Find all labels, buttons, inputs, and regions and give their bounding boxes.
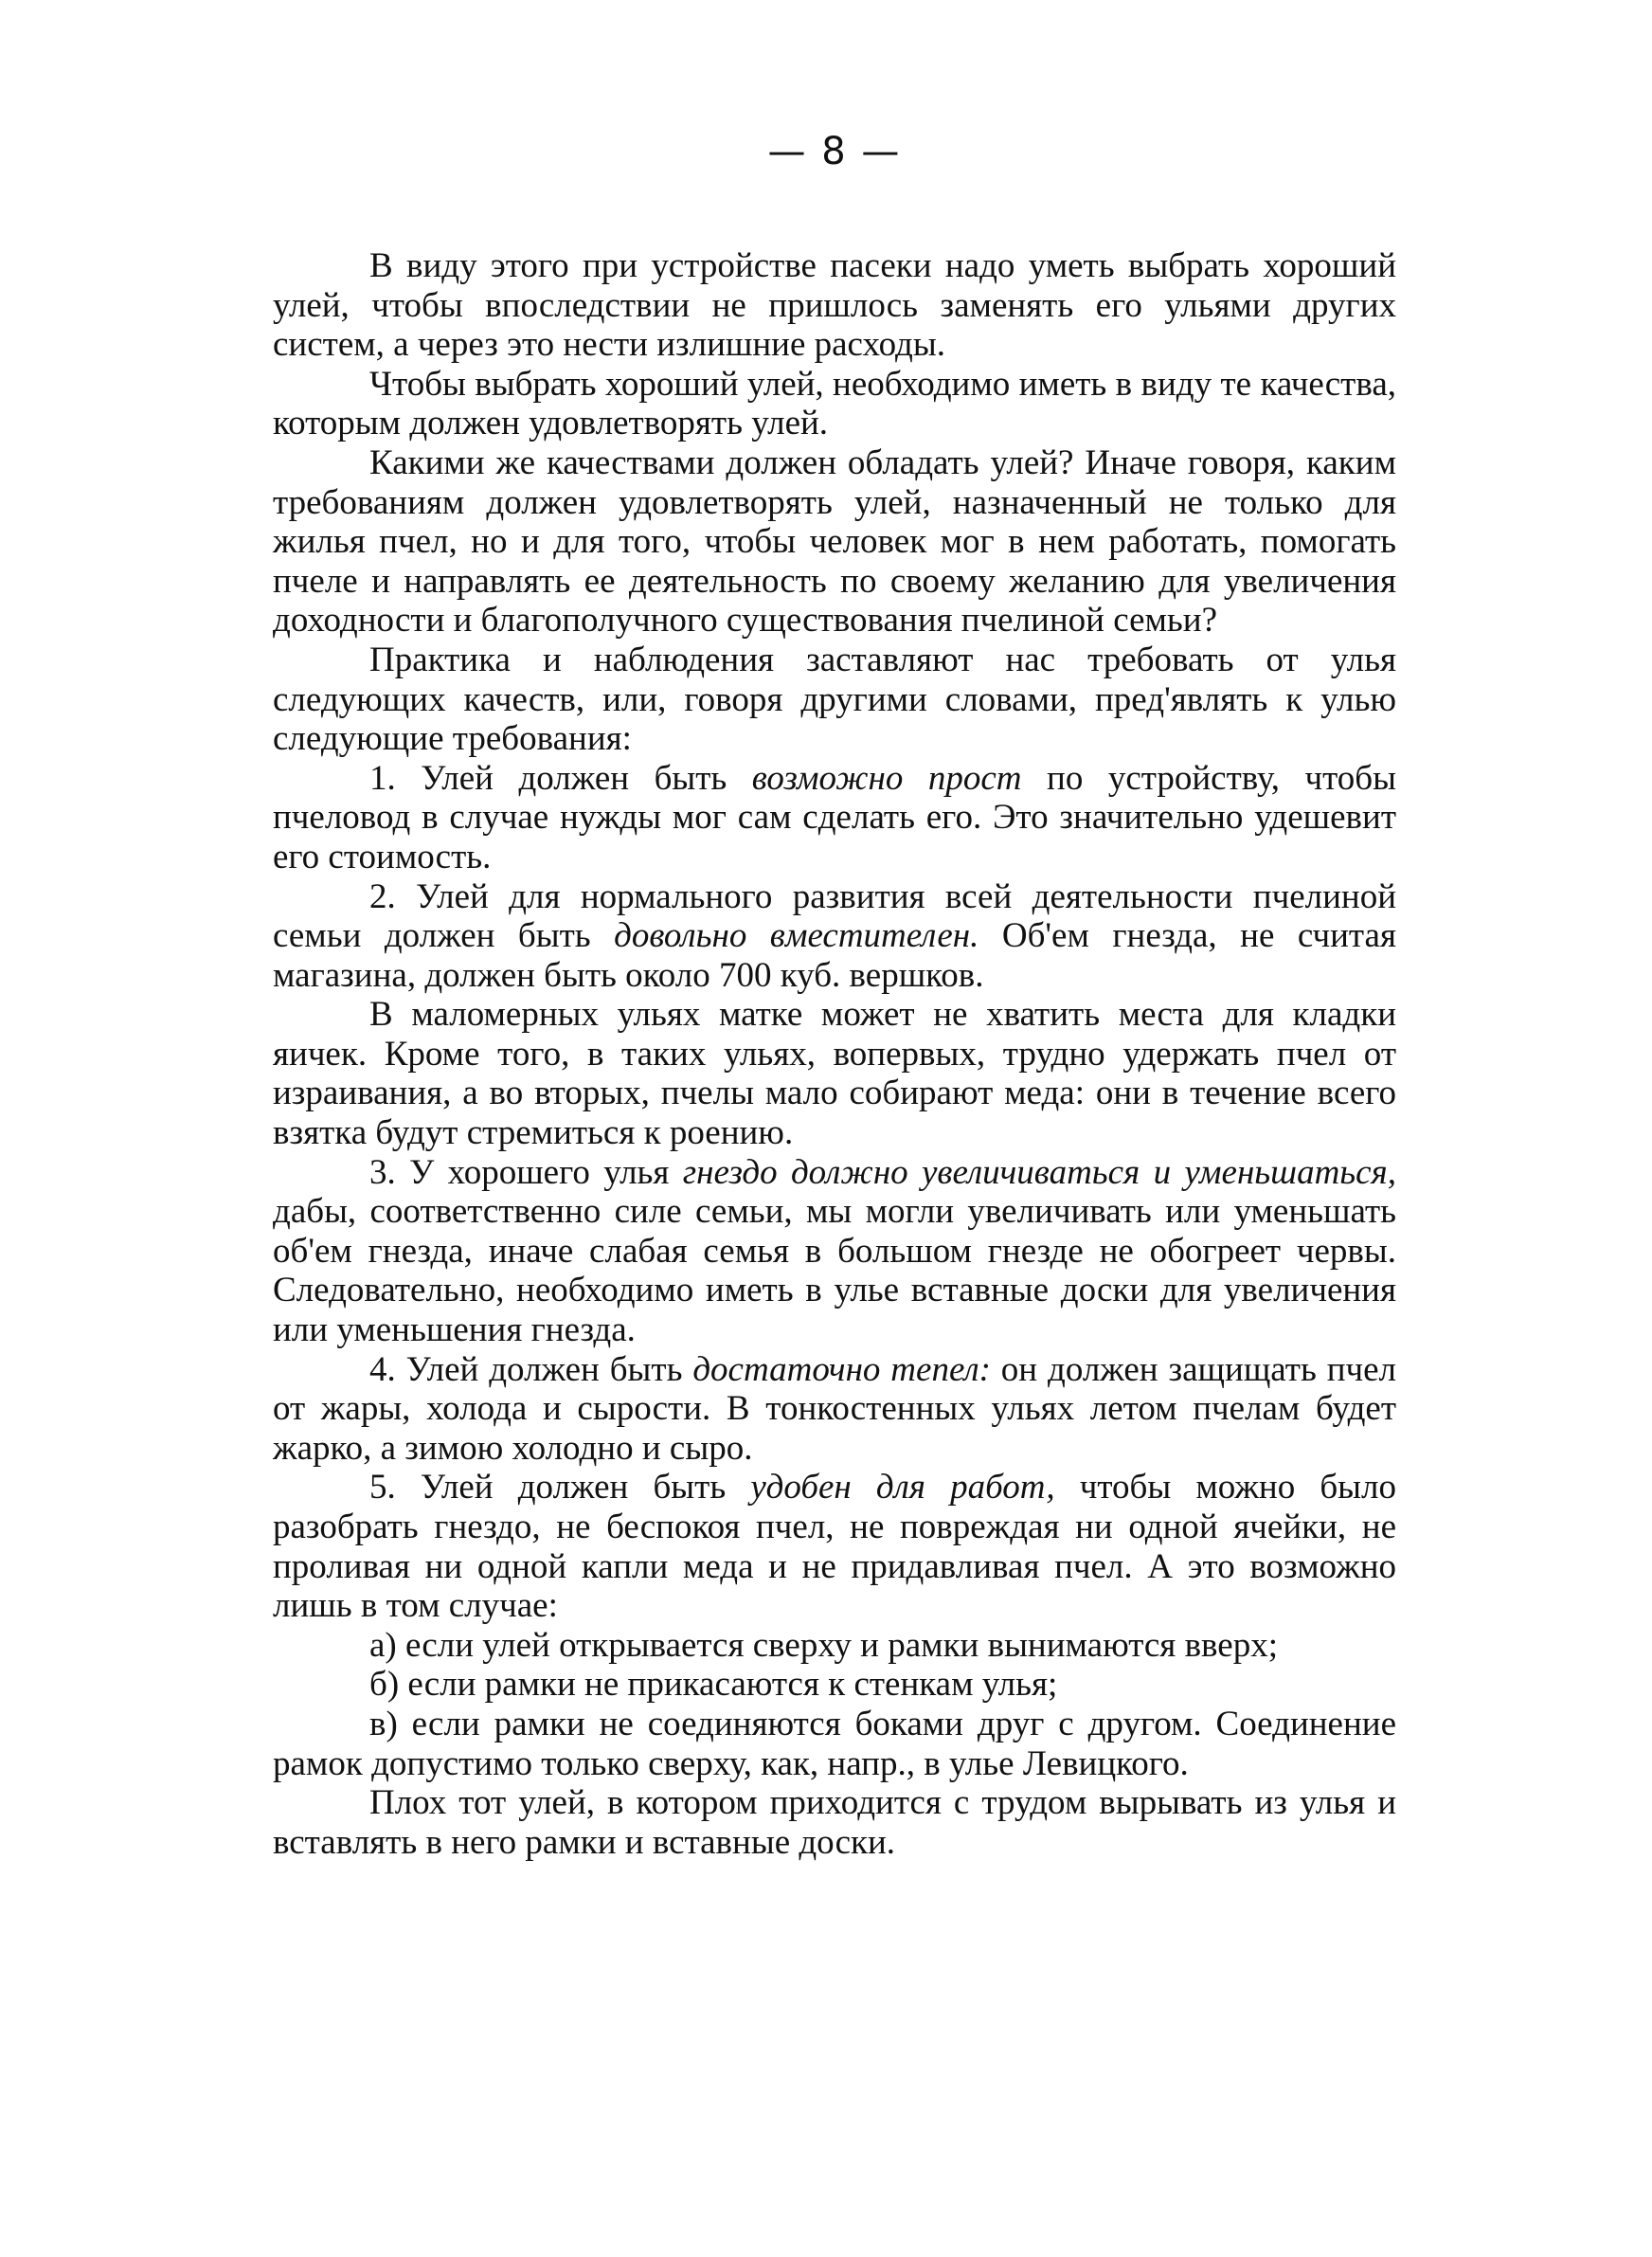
requirement-1-lead: 1. Улей должен быть xyxy=(369,758,752,798)
condition-c: в) если рамки не соединяются боками друг с другом. Соединение рамок допустимо только сверху, как, напр., в улье Левицкого. xyxy=(273,1704,1396,1783)
paragraph-final: Плох тот улей, в котором приходится с трудом вырывать из улья и вставлять в него рамки и вставные доски. xyxy=(273,1783,1396,1862)
paragraph-1: В виду этого при устройстве пасеки надо уметь выбрать хороший улей, чтобы впоследствии не пришлось заменять его ульями других систем, а через это нести излишние расходы. xyxy=(273,246,1396,365)
requirement-1 xyxy=(273,759,1396,877)
condition-b: б) если рамки не прикасаются к стенкам улья; xyxy=(369,1665,1058,1705)
requirement-2 xyxy=(273,877,1396,996)
page-number: — 8 — xyxy=(767,130,902,173)
book-page xyxy=(273,123,1396,1862)
paragraph-4: Практика и наблюдения заставляют нас требовать от улья следующих качеств, или, говоря другими словами, пред'являть к улью следующие требования: xyxy=(273,640,1396,759)
requirement-3-emphasis: гнездо должно увеличиваться и уменьшаться, xyxy=(682,1152,1396,1192)
condition-a: а) если улей открывается сверху и рамки вынимаются вверх; xyxy=(369,1625,1279,1665)
paragraph-3: Какими же качествами должен обладать улей? Иначе говоря, каким требованиям должен удовлетворять улей, назначенный не только для жилья пчел, но и для того, чтобы человек мог в нем работать, помогать пчеле и направлять ее деятельность по своему желанию для увеличения доходности и благополучного существования пчелиной семьи? xyxy=(273,442,1396,641)
paragraph-small-hives: В маломерных ульях матке может не хватить места для кладки яичек. Кроме того, в таких ульях, вопервых, трудно удержать пчел от израивания, а во вторых, пчелы мало собирают меда: они в течение всего взятка будут стремиться к роению. xyxy=(273,995,1396,1153)
requirement-2-emphasis: довольно вместителен. xyxy=(614,916,979,956)
requirement-5-rest: чтобы можно было разобрать гнездо, не беспокоя пчел, не повреждая ни одной ячейки, не проливая ни одной капли меда и не придавливая пчел. А это возможно лишь в том случае: xyxy=(273,1468,1396,1626)
requirement-3-lead: 3. У хорошего улья xyxy=(369,1152,683,1192)
requirement-4 xyxy=(273,1350,1396,1469)
requirement-1-rest: по устройству, чтобы пчеловод в случае нужды мог сам сделать его. Это значительно удешевит его стоимость. xyxy=(273,758,1396,876)
requirement-4-rest: он должен защищать пчел от жары, холода и сырости. В тонкостенных ульях летом пчелам будет жарко, а зимою холодно и сыро. xyxy=(273,1349,1396,1468)
requirement-5 xyxy=(273,1468,1396,1625)
requirement-5-emphasis: удобен для работ, xyxy=(750,1468,1055,1508)
requirement-4-lead: 4. Улей должен быть xyxy=(369,1349,693,1389)
requirement-2-rest: Об'ем гнезда, не считая магазина, должен быть около 700 куб. вершков. xyxy=(273,916,1396,995)
requirement-1-emphasis: возможно прост xyxy=(751,758,1022,798)
requirement-5-lead: 5. Улей должен быть xyxy=(369,1468,751,1508)
requirement-2-lead: 2. Улей для нормального развития всей деятельности пчелиной семьи должен быть xyxy=(273,876,1396,956)
paragraph-2: Чтобы выбрать хороший улей, необходимо иметь в виду те качества, которым должен удовлетворять улей. xyxy=(273,364,1396,443)
requirement-3-rest: дабы, соответственно силе семьи, мы могли увеличивать или уменьшать об'ем гнезда, иначе слабая семья в большом гнезде не обогреет червы. Следовательно, необходимо иметь в улье вставные доски для увеличения или уменьшения гнезда. xyxy=(273,1192,1396,1350)
requirement-3 xyxy=(273,1153,1396,1350)
requirement-4-emphasis: достаточно тепел: xyxy=(692,1349,991,1389)
